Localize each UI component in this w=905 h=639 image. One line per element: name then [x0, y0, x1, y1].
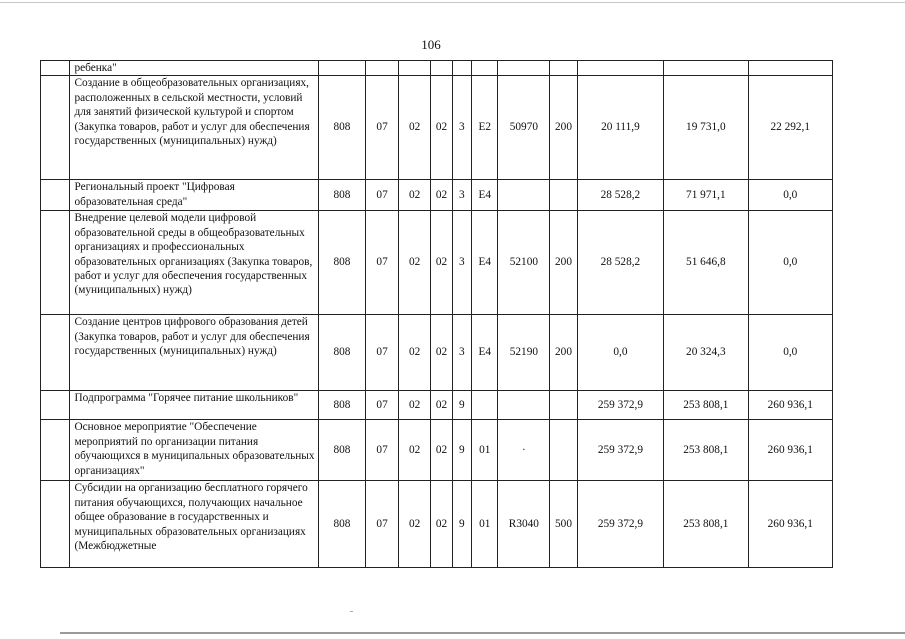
cell-name: Основное мероприятие "Обеспечение мероприятий по организации питания обучающихся в муниципальных образовательных организациях" — [70, 420, 318, 481]
table-row-continuation — [41, 61, 833, 76]
cell-year1: 28 528,2 — [577, 180, 663, 211]
cell-name: Внедрение целевой модели цифровой образовательной среды в общеобразовательных организациях и профессиональных образовательных организациях (Закупка товаров, работ и услуг для обеспечения государственных (муниципальных) нужд) — [70, 211, 318, 315]
cell-program: 02 — [431, 420, 452, 481]
budget-table — [40, 60, 833, 568]
cell-name: ребенка" — [70, 61, 318, 76]
cell-subsection: 02 — [398, 315, 431, 391]
cell-expense-type — [550, 420, 577, 481]
cell-section: 07 — [366, 420, 399, 481]
cell-admin — [318, 61, 366, 76]
cell-direction: 52100 — [498, 211, 550, 315]
cell-year1: 259 372,9 — [577, 420, 663, 481]
cell-section — [366, 61, 399, 76]
cell-section: 07 — [366, 76, 399, 180]
cell-year3: 0,0 — [748, 315, 832, 391]
cell-expense-type: 200 — [550, 211, 577, 315]
cell-project: 01 — [472, 420, 498, 481]
cell-year3: 0,0 — [748, 211, 832, 315]
cell-year2: 51 646,8 — [664, 211, 748, 315]
cell-name: Региональный проект "Цифровая образовательная среда" — [70, 180, 318, 211]
cell-admin: 808 — [318, 315, 366, 391]
cell-program — [431, 61, 452, 76]
cell-year3: 22 292,1 — [748, 76, 832, 180]
cell-direction: 50970 — [498, 76, 550, 180]
cell-subsection — [398, 61, 431, 76]
cell-admin: 808 — [318, 211, 366, 315]
table-row-meal-activities — [41, 420, 833, 481]
table-row-digital-centers — [41, 315, 833, 391]
cell-expense-type: 500 — [550, 481, 577, 568]
cell-section: 07 — [366, 481, 399, 568]
cell-project: E4 — [472, 180, 498, 211]
cell-year1: 28 528,2 — [577, 211, 663, 315]
cell-project: E2 — [472, 76, 498, 180]
cell-blank — [41, 391, 70, 420]
cell-year1: 259 372,9 — [577, 391, 663, 420]
cell-direction: 52190 — [498, 315, 550, 391]
cell-subprogram: 9 — [452, 420, 471, 481]
cell-subsection: 02 — [398, 180, 431, 211]
table-row-digital-env — [41, 180, 833, 211]
cell-program: 02 — [431, 180, 452, 211]
cell-program: 02 — [431, 76, 452, 180]
cell-blank — [41, 420, 70, 481]
cell-admin: 808 — [318, 420, 366, 481]
cell-blank — [41, 481, 70, 568]
cell-blank — [41, 315, 70, 391]
cell-name: Субсидии на организацию бесплатного горячего питания обучающихся, получающих начальное общее образование в государственных и муниципальных образовательных организациях (Межбюджетные — [70, 481, 318, 568]
cell-name: Подпрограмма "Горячее питание школьников" — [70, 391, 318, 420]
cell-year1: 259 372,9 — [577, 481, 663, 568]
cell-year2: 71 971,1 — [664, 180, 748, 211]
cell-year2: 253 808,1 — [664, 481, 748, 568]
cell-admin: 808 — [318, 180, 366, 211]
cell-program: 02 — [431, 481, 452, 568]
cell-subsection: 02 — [398, 211, 431, 315]
cell-expense-type: 200 — [550, 315, 577, 391]
cell-admin: 808 — [318, 481, 366, 568]
cell-project — [472, 61, 498, 76]
cell-blank — [41, 180, 70, 211]
cell-blank — [41, 211, 70, 315]
cell-expense-type: 200 — [550, 76, 577, 180]
cell-year3: 260 936,1 — [748, 391, 832, 420]
budget-table-body — [41, 61, 833, 568]
cell-year2: 20 324,3 — [664, 315, 748, 391]
cell-year2: 253 808,1 — [664, 420, 748, 481]
cell-blank — [41, 76, 70, 180]
cell-year1: 20 111,9 — [577, 76, 663, 180]
cell-expense-type — [550, 61, 577, 76]
cell-year3 — [748, 61, 832, 76]
cell-project — [472, 391, 498, 420]
page-number: 106 — [421, 37, 441, 52]
table-row-digital-model — [41, 211, 833, 315]
cell-direction: · — [498, 420, 550, 481]
scan-edge-bottom — [60, 632, 905, 634]
table-row-meal-subsidies — [41, 481, 833, 568]
cell-year2 — [664, 61, 748, 76]
cell-subsection: 02 — [398, 391, 431, 420]
cell-project: 01 — [472, 481, 498, 568]
cell-program: 02 — [431, 391, 452, 420]
cell-subprogram: 3 — [452, 315, 471, 391]
cell-year3: 260 936,1 — [748, 420, 832, 481]
cell-subprogram: 3 — [452, 76, 471, 180]
cell-project: E4 — [472, 211, 498, 315]
cell-blank — [41, 61, 70, 76]
cell-project: E4 — [472, 315, 498, 391]
cell-year3: 260 936,1 — [748, 481, 832, 568]
cell-expense-type — [550, 180, 577, 211]
cell-year3: 0,0 — [748, 180, 832, 211]
cell-direction — [498, 180, 550, 211]
cell-direction — [498, 391, 550, 420]
cell-subsection: 02 — [398, 420, 431, 481]
scan-edge-top — [0, 2, 905, 3]
scan-speck — [350, 611, 353, 612]
cell-subprogram — [452, 61, 471, 76]
cell-subsection: 02 — [398, 76, 431, 180]
cell-admin: 808 — [318, 391, 366, 420]
cell-year2: 253 808,1 — [664, 391, 748, 420]
cell-year1: 0,0 — [577, 315, 663, 391]
cell-name: Создание центров цифрового образования детей (Закупка товаров, работ и услуг для обеспечения государственных (муниципальных) нужд) — [70, 315, 318, 391]
cell-program: 02 — [431, 315, 452, 391]
cell-program: 02 — [431, 211, 452, 315]
cell-name: Создание в общеобразовательных организациях, расположенных в сельской местности, условий для занятий физической культурой и спортом (Закупка товаров, работ и услуг для обеспечения государственных (муниципальных) нужд) — [70, 76, 318, 180]
cell-direction — [498, 61, 550, 76]
cell-subprogram: 3 — [452, 211, 471, 315]
cell-section: 07 — [366, 211, 399, 315]
cell-year1 — [577, 61, 663, 76]
cell-section: 07 — [366, 315, 399, 391]
cell-expense-type — [550, 391, 577, 420]
cell-subprogram: 9 — [452, 481, 471, 568]
cell-section: 07 — [366, 180, 399, 211]
table-row-rural-sport — [41, 76, 833, 180]
cell-subprogram: 9 — [452, 391, 471, 420]
cell-subprogram: 3 — [452, 180, 471, 211]
cell-year2: 19 731,0 — [664, 76, 748, 180]
cell-section: 07 — [366, 391, 399, 420]
cell-direction: R3040 — [498, 481, 550, 568]
cell-admin: 808 — [318, 76, 366, 180]
cell-subsection: 02 — [398, 481, 431, 568]
table-row-hot-meals — [41, 391, 833, 420]
